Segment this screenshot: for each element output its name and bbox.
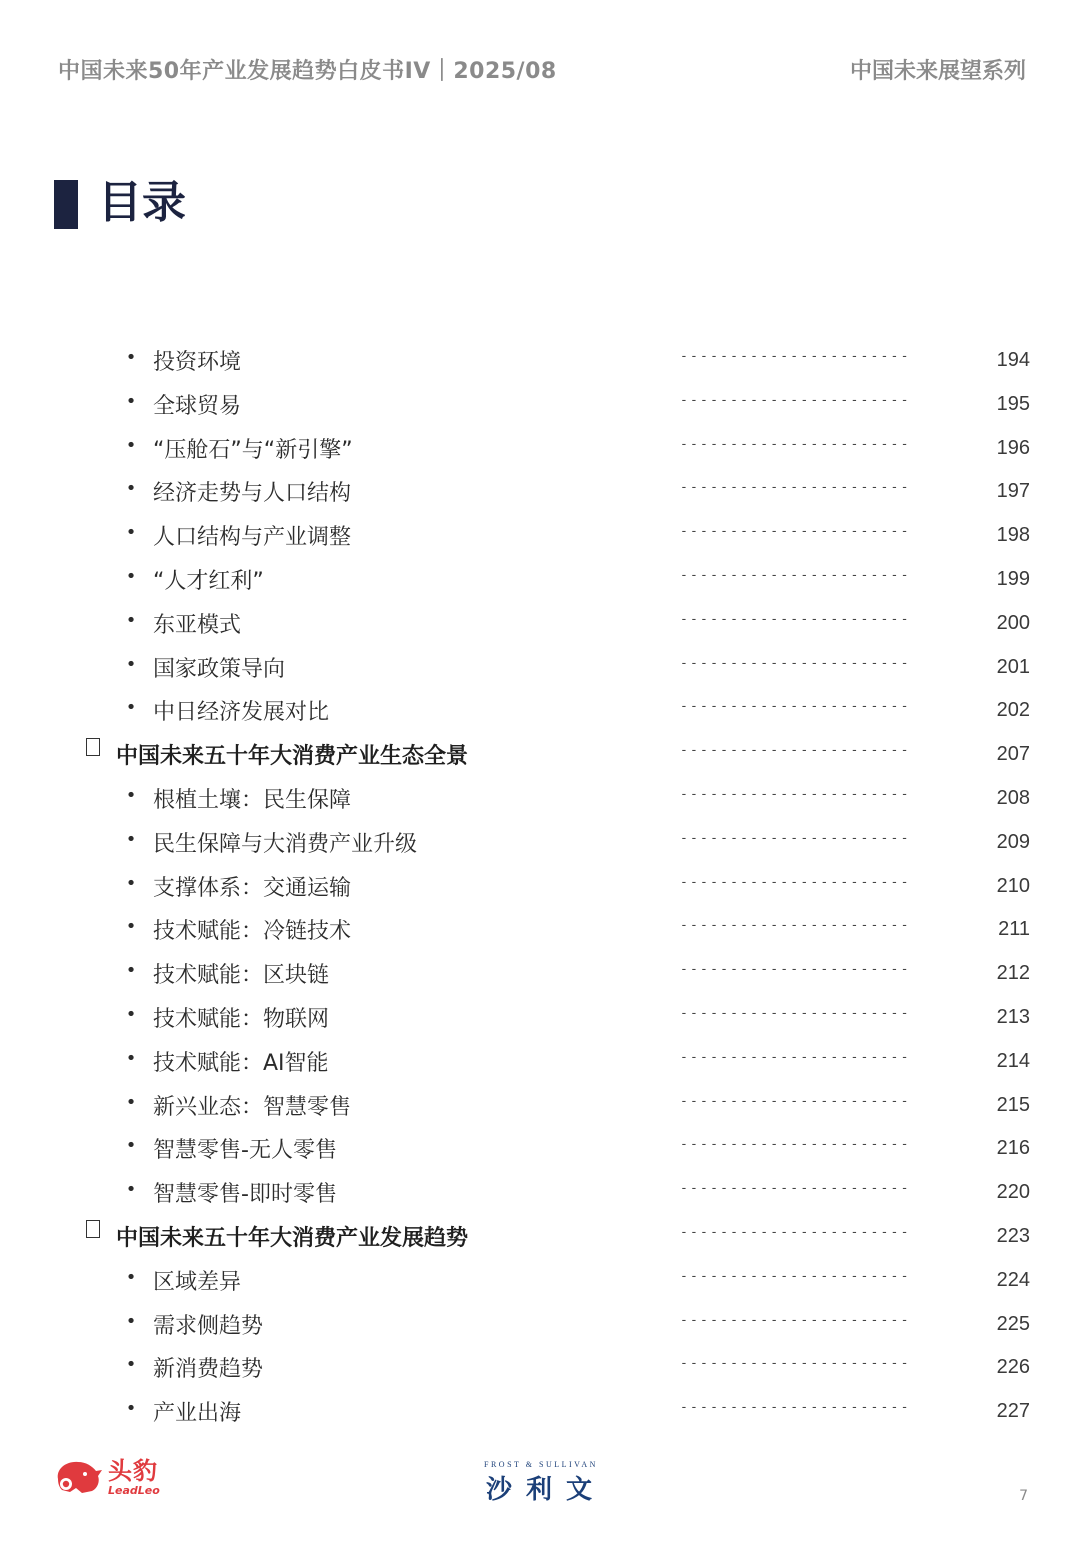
toc-page-number: 224 (996, 1268, 1030, 1291)
toc-dot-leader: ----------------------- (680, 786, 911, 802)
table-of-contents (0, 339, 1080, 1434)
bullet-dot-icon: • (125, 1047, 137, 1069)
toc-dot-leader: ----------------------- (680, 1093, 911, 1109)
toc-entry-label: 技术赋能：区块链 (153, 963, 330, 989)
toc-entry-label: 中日经济发展对比 (153, 700, 330, 726)
toc-dot-leader: ----------------------- (680, 962, 911, 978)
toc-page-number: 194 (996, 349, 1030, 371)
toc-dot-leader: ----------------------- (680, 1181, 911, 1197)
toc-item-row[interactable] (0, 558, 1080, 602)
bullet-dot-icon: • (125, 1135, 137, 1157)
toc-page-number: 210 (996, 874, 1030, 897)
toc-dot-leader: ----------------------- (680, 1356, 911, 1372)
frost-sullivan-logo (466, 1460, 616, 1506)
toc-entry-label: 智慧零售-即时零售 (153, 1182, 337, 1208)
toc-entry-label: 中国未来五十年大消费产业发展趋势 (116, 1225, 469, 1251)
bullet-dot-icon: • (125, 390, 137, 412)
bullet-dot-icon: • (125, 347, 137, 368)
toc-dot-leader: ----------------------- (680, 392, 911, 408)
page-title: 目录 (98, 177, 186, 228)
bullet-dot-icon: • (125, 522, 137, 544)
toc-item-row[interactable] (0, 865, 1080, 909)
section-box-icon (86, 738, 100, 756)
toc-page-number: 211 (998, 918, 1030, 941)
bullet-dot-icon: • (125, 1266, 137, 1288)
toc-dot-leader: ----------------------- (680, 1312, 911, 1328)
toc-dot-leader: ----------------------- (680, 567, 911, 583)
toc-item-row[interactable] (0, 514, 1080, 558)
toc-dot-leader: ----------------------- (680, 1005, 911, 1021)
toc-entry-label: 技术赋能：物联网 (153, 1006, 330, 1032)
toc-dot-leader: ----------------------- (680, 918, 911, 934)
toc-dot-leader: ----------------------- (680, 1137, 911, 1153)
toc-dot-leader: ----------------------- (680, 830, 911, 846)
toc-entry-label: 技术赋能：AI智能 (153, 1050, 329, 1076)
toc-dot-leader: ----------------------- (680, 1049, 911, 1065)
frost-sullivan-english-name: FROST & SULLIVAN (484, 1460, 598, 1469)
toc-entry-label: 区域差异 (153, 1269, 242, 1295)
bullet-dot-icon: • (125, 960, 137, 982)
toc-entry-label: 投资环境 (153, 350, 242, 375)
toc-section-row[interactable] (0, 733, 1080, 777)
bullet-dot-icon: • (125, 1091, 137, 1113)
toc-section-row[interactable] (0, 1215, 1080, 1259)
leadleo-english-name: LeadLeo (108, 1483, 160, 1497)
toc-item-row[interactable] (0, 427, 1080, 471)
toc-item-row[interactable] (0, 1127, 1080, 1171)
toc-dot-leader: ----------------------- (680, 349, 911, 364)
toc-page-number: 208 (996, 786, 1030, 809)
toc-dot-leader: ----------------------- (680, 874, 911, 890)
toc-item-row[interactable] (0, 1346, 1080, 1390)
toc-page-number: 198 (996, 524, 1030, 547)
bullet-dot-icon: • (125, 1354, 137, 1376)
toc-item-row[interactable] (0, 602, 1080, 646)
toc-item-row[interactable] (0, 383, 1080, 427)
toc-item-row[interactable] (0, 470, 1080, 514)
leadleo-logo (52, 1457, 160, 1497)
toc-entry-label: 人口结构与产业调整 (153, 525, 352, 551)
toc-entry-label: 新兴业态：智慧零售 (153, 1094, 352, 1120)
bullet-dot-icon: • (125, 478, 137, 500)
toc-dot-leader: ----------------------- (680, 699, 911, 715)
leadleo-chinese-name: 头豹 (108, 1456, 158, 1485)
bullet-dot-icon: • (125, 434, 137, 456)
toc-entry-label: 智慧零售-无人零售 (153, 1138, 337, 1164)
toc-dot-leader: ----------------------- (680, 480, 911, 496)
section-box-icon (86, 1220, 100, 1238)
toc-entry-label: 根植土壤：民生保障 (153, 787, 352, 813)
toc-page-number: 201 (996, 655, 1030, 678)
bullet-dot-icon: • (125, 565, 137, 587)
toc-entry-label: “人才红利” (153, 568, 264, 594)
toc-item-row[interactable] (0, 646, 1080, 690)
toc-dot-leader: ----------------------- (680, 611, 911, 627)
toc-entry-label: 技术赋能：冷链技术 (153, 919, 352, 945)
toc-item-row[interactable] (0, 1171, 1080, 1215)
toc-page-number: 216 (996, 1137, 1030, 1160)
toc-entry-label: 新消费趋势 (153, 1357, 264, 1383)
toc-item-row[interactable] (0, 339, 1080, 383)
frost-sullivan-chinese-name: 沙利文 (485, 1475, 606, 1505)
toc-dot-leader: ----------------------- (680, 1224, 911, 1240)
bullet-dot-icon: • (125, 1398, 137, 1420)
bullet-dot-icon: • (125, 784, 137, 806)
bullet-dot-icon: • (125, 1179, 137, 1201)
toc-dot-leader: ----------------------- (680, 1400, 911, 1416)
toc-page-number: 195 (996, 392, 1030, 415)
toc-page-number: 215 (996, 1093, 1030, 1116)
toc-item-row[interactable] (0, 996, 1080, 1040)
toc-entry-label: 支撑体系：交通运输 (153, 875, 352, 901)
toc-page-number: 200 (996, 611, 1030, 634)
toc-page-number: 220 (996, 1181, 1030, 1204)
toc-page-number: 197 (996, 480, 1030, 503)
bullet-dot-icon: • (125, 828, 137, 850)
toc-page-number: 212 (996, 962, 1030, 985)
toc-page-number: 202 (996, 699, 1030, 722)
toc-page-number: 227 (996, 1400, 1030, 1423)
toc-page-number: 214 (996, 1049, 1030, 1072)
bullet-dot-icon: • (125, 653, 137, 675)
bullet-dot-icon: • (125, 872, 137, 894)
header-series-title: 中国未来展望系列 (849, 59, 1026, 84)
toc-entry-label: 中国未来五十年大消费产业生态全景 (116, 744, 469, 770)
toc-entry-label: 民生保障与大消费产业升级 (153, 831, 418, 857)
leopard-head-icon (52, 1457, 104, 1497)
title-accent-bar (54, 180, 78, 229)
toc-page-number: 223 (996, 1224, 1030, 1247)
toc-entry-label: 东亚模式 (153, 612, 242, 638)
toc-dot-leader: ----------------------- (680, 436, 911, 452)
toc-page-number: 226 (996, 1356, 1030, 1379)
toc-item-row[interactable] (0, 1040, 1080, 1084)
toc-item-row[interactable] (0, 777, 1080, 821)
header-report-title: 中国未来50年产业发展趋势白皮书IV｜2025/08 (58, 59, 557, 84)
toc-entry-label: 国家政策导向 (153, 656, 286, 682)
toc-page-number: 207 (996, 743, 1030, 766)
toc-page-number: 199 (996, 567, 1030, 590)
toc-item-row[interactable] (0, 821, 1080, 865)
toc-page-number: 196 (996, 436, 1030, 459)
toc-dot-leader: ----------------------- (680, 1268, 911, 1284)
toc-page-number: 225 (996, 1312, 1030, 1335)
toc-item-row[interactable] (0, 1390, 1080, 1434)
bullet-dot-icon: • (125, 1003, 137, 1025)
bullet-dot-icon: • (125, 1310, 137, 1332)
toc-entry-label: “压舱石”与“新引擎” (153, 437, 353, 463)
toc-item-row[interactable] (0, 1259, 1080, 1303)
bullet-dot-icon: • (125, 697, 137, 719)
toc-item-row[interactable] (0, 1084, 1080, 1128)
toc-page-number: 209 (996, 830, 1030, 853)
toc-dot-leader: ----------------------- (680, 655, 911, 671)
toc-item-row[interactable] (0, 908, 1080, 952)
toc-item-row[interactable] (0, 952, 1080, 996)
toc-entry-label: 需求侧趋势 (153, 1313, 264, 1339)
toc-page-number: 213 (996, 1005, 1030, 1028)
toc-dot-leader: ----------------------- (680, 743, 911, 759)
toc-entry-label: 全球贸易 (153, 393, 242, 419)
toc-item-row[interactable] (0, 689, 1080, 733)
toc-entry-label: 产业出海 (153, 1401, 242, 1427)
toc-dot-leader: ----------------------- (680, 524, 911, 540)
bullet-dot-icon: • (125, 916, 137, 938)
toc-item-row[interactable] (0, 1303, 1080, 1347)
bullet-dot-icon: • (125, 609, 137, 631)
page-number: 7 (1019, 1488, 1028, 1504)
toc-entry-label: 经济走势与人口结构 (153, 481, 352, 507)
